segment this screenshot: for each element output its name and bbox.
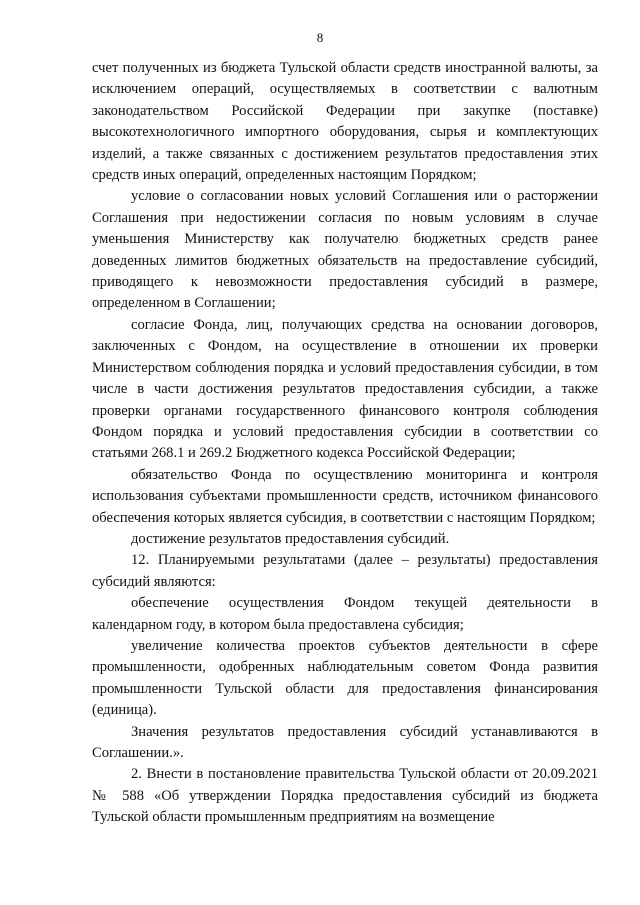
paragraph: согласие Фонда, лиц, получающих средства на основании договоров, заключенных с Фондом, на осуществление в отношении их проверки Министерством соблюдения порядка и условий предоставления субсидии, в том числе в части достижения результатов предоставления субсидии, а также проверки органами государственного финансового контроля соблюдения Фондом порядка и условий предоставления субсидии в соответствии со статьями 268.1 и 269.2 Бюджетного кодекса Российской Федерации; — [92, 316, 598, 462]
paragraph: условие о согласовании новых условий Соглашения или о расторжении Соглашения при недостижении согласия по новым условиям в случае уменьшения Министерству как получателю бюджетных средств ранее доведенных лимитов бюджетных обязательств на предоставление субсидий, приводящего к невозможности предоставления субсидий в размере, определенном в Соглашении; — [92, 188, 598, 312]
paragraph: обеспечение осуществления Фондом текущей деятельности в календарном году, в котором была предоставлена субсидия; — [92, 595, 598, 633]
paragraph: Значения результатов предоставления субсидий устанавливаются в Соглашении.». — [92, 723, 598, 761]
paragraph: увеличение количества проектов субъектов деятельности в сфере промышленности, одобренных наблюдательным советом Фонда развития промышленности Тульской области для предоставления финансирования (единица). — [92, 637, 598, 719]
paragraph: достижение результатов предоставления субсидий. — [131, 530, 450, 547]
paragraph: счет полученных из бюджета Тульской области средств иностранной валюты, за исключением операций, осуществляемых в соответствии с валютным законодательством Российской Федерации при закупке (поставке) высокотехнологичного импортного оборудования, сырья и комплектующих изделий, а также связанных с достижением результатов предоставления этих средств иных операций, определенных настоящим Порядком; — [92, 60, 598, 184]
paragraph: 2. Внести в постановление правительства Тульской области от 20.09.2021 № 588 «Об утверждении Порядка предоставления субсидий из бюджета Тульской области промышленным предприятиям на возмещение — [92, 766, 598, 826]
page-number: 8 — [316, 30, 324, 45]
document-body — [92, 58, 598, 829]
paragraph: 12. Планируемыми результатами (далее – результаты) предоставления субсидий являются: — [92, 552, 598, 590]
paragraph: обязательство Фонда по осуществлению мониторинга и контроля использования субъектами промышленности средств, источником финансового обеспечения которых является субсидия, в соответствии с настоящим Порядком; — [92, 466, 598, 526]
